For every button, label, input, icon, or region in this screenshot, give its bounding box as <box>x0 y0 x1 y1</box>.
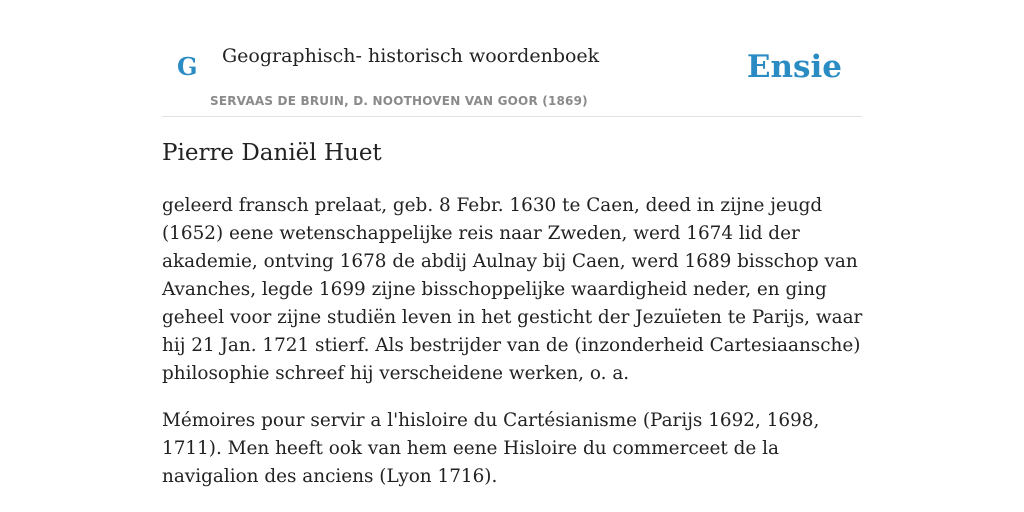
entry-body <box>162 192 867 510</box>
entry-title: Pierre Daniël Huet <box>162 140 382 166</box>
book-author: SERVAAS DE BRUIN, D. NOOTHOVEN VAN GOOR (1869) <box>210 94 588 108</box>
book-title-link[interactable]: Geographisch- historisch woordenboek <box>222 45 600 67</box>
book-logo-icon[interactable]: G <box>177 52 198 81</box>
entry-paragraph: Mémoires pour servir a l'hisloire du Cartésianisme (Parijs 1692, 1698, 1711). Men heeft ook van hem eene Hisloire du commerceet de la navigalion des anciens (Lyon 1716). <box>162 410 820 487</box>
ensie-logo[interactable]: Ensie <box>746 49 842 85</box>
entry-paragraph: geleerd fransch prelaat, geb. 8 Febr. 1630 te Caen, deed in zijne jeugd (1652) eene wetenschappelijke reis naar Zweden, werd 1674 lid der akademie, ontving 1678 de abdij Aulnay bij Caen, werd 1689 bisschop van Avanches, legde 1699 zijne bisschoppelijke waardigheid neder, en ging geheel voor zijne studiën leven in het gesticht der Jezuïeten te Parijs, waar hij 21 Jan. 1721 stierf. Als bestrijder van de (inzonderheid Cartesiaansche) philosophie schreef hij verscheidene werken, o. a. <box>162 195 863 384</box>
site-header <box>162 0 862 117</box>
